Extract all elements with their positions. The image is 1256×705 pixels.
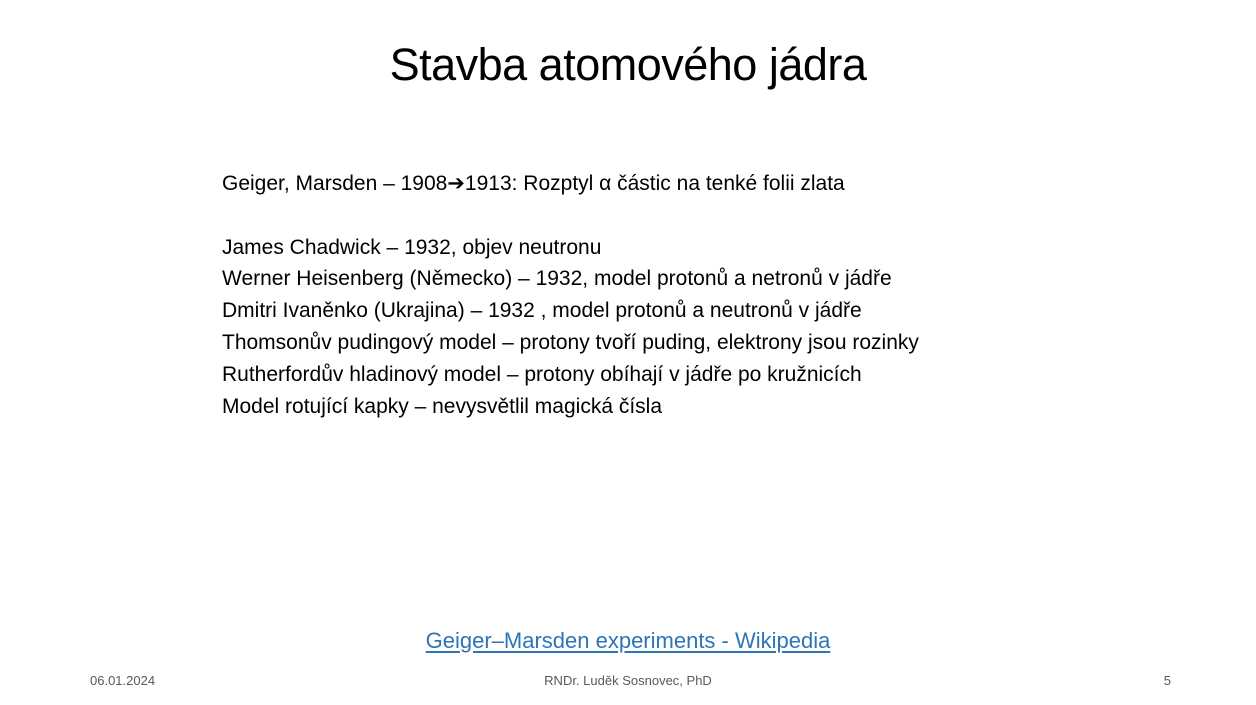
body-line-ivanenko: Dmitri Ivaněnko (Ukrajina) – 1932 , model protonů a neutronů v jádře	[222, 299, 862, 323]
body-line-chadwick: James Chadwick – 1932, objev neutronu	[222, 235, 602, 259]
body-line-spacer	[222, 200, 1122, 232]
body-line-heisenberg: Werner Heisenberg (Německo) – 1932, model protonů a netronů v jádře	[222, 267, 892, 291]
body-line-thomson: Thomsonův pudingový model – protony tvoří puding, elektrony jsou rozinky	[222, 330, 919, 354]
slide-title: Stavba atomového jádra	[389, 39, 867, 90]
body-line-geiger-marsden: Geiger, Marsden – 1908➔1913: Rozptyl α částic na tenké folii zlata	[222, 172, 845, 195]
body-line-rotating-drop: Model rotující kapky – nevysvětlil magická čísla	[222, 394, 663, 418]
link-row	[0, 628, 1256, 654]
wikipedia-hyperlink[interactable]: Geiger–Marsden experiments - Wikipedia	[425, 628, 831, 653]
footer-date: 06.01.2024	[90, 673, 156, 688]
footer-page-number: 5	[1163, 673, 1171, 688]
footer-author: RNDr. Luděk Sosnovec, PhD	[544, 673, 712, 688]
body-line-rutherford: Rutherfordův hladinový model – protony obíhají v jádře po kružnicích	[222, 362, 862, 386]
slide-body	[222, 168, 1122, 422]
